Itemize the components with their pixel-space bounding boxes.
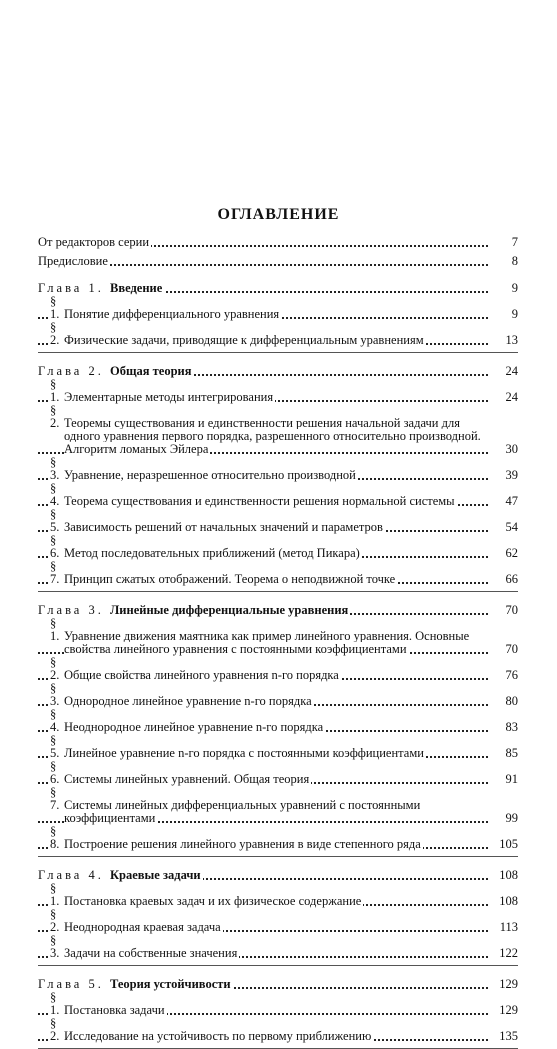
- entry-label: [50, 481, 457, 508]
- toc-front-entry: [38, 236, 518, 249]
- section-title: Зависимость решений от начальных значений и параметров: [64, 520, 383, 534]
- section-title: Элементарные методы интегрирования: [64, 390, 274, 404]
- entry-text: [38, 656, 490, 682]
- entry-text: [38, 282, 490, 295]
- entry-label: [50, 707, 325, 734]
- entry-label: [50, 933, 239, 960]
- chapter-divider: [38, 965, 518, 966]
- page-number: 54: [505, 520, 518, 534]
- section-number: § 1.: [50, 881, 60, 908]
- toc-section-entry: [38, 682, 518, 708]
- entry-text: [38, 560, 490, 586]
- entry-text: [38, 1017, 490, 1043]
- section-number: § 7.: [50, 559, 60, 586]
- section-number: § 3.: [50, 455, 60, 482]
- chapter-name: Теория устойчивости: [109, 977, 231, 991]
- page-number: 9: [511, 281, 518, 295]
- spacer: [38, 268, 518, 274]
- page-number: 39: [505, 468, 518, 482]
- page-number: 99: [505, 811, 518, 825]
- chapter-divider: [38, 352, 518, 353]
- toc-section-entry: [38, 321, 518, 347]
- entry-text: [38, 255, 490, 268]
- toc-section-entry: [38, 404, 518, 456]
- toc-section-entry: [38, 508, 518, 534]
- entry-text: [38, 991, 490, 1017]
- toc-section-entry: [38, 482, 518, 508]
- section-number: § 1.: [50, 377, 60, 404]
- section-number: § 4.: [50, 707, 60, 734]
- entry-label: [50, 294, 281, 321]
- section-title: Уравнение движения маятника как пример линейного уравнения. Основные свойства линейного уравнения с постоянными коэффициентами: [64, 629, 470, 656]
- toc-section-entry: [38, 786, 518, 825]
- entry-label: [50, 533, 362, 560]
- section-number: § 2.: [50, 403, 60, 430]
- page-number: 91: [505, 772, 518, 786]
- page-number: 85: [505, 746, 518, 760]
- page-number: 62: [505, 546, 518, 560]
- page-number: 80: [505, 694, 518, 708]
- entry-text: [38, 734, 490, 760]
- entry-text: [38, 882, 490, 908]
- entry-label: [38, 977, 233, 991]
- section-title: Понятие дифференциального уравнения: [64, 307, 280, 321]
- page-number: 13: [505, 333, 518, 347]
- toc-front-entry: [38, 255, 518, 268]
- chapter-prefix: Глава 1.: [38, 281, 110, 295]
- page-number: 47: [505, 494, 518, 508]
- page-number: 66: [505, 572, 518, 586]
- section-title: Уравнение, неразрешенное относительно производной: [64, 468, 356, 482]
- toc-section-entry: [38, 934, 518, 960]
- entry-text: [38, 908, 490, 934]
- entry-label: [50, 681, 314, 708]
- toc-section-entry: [38, 1017, 518, 1043]
- section-title: Задачи на собственные значения: [64, 946, 238, 960]
- entry-label: [38, 254, 110, 268]
- front-title: Предисловие: [38, 254, 108, 268]
- entry-text: [38, 321, 490, 347]
- entry-text: [38, 604, 490, 617]
- toc-section-entry: [38, 295, 518, 321]
- toc-section-entry: [38, 991, 518, 1017]
- toc-section-entry: [38, 708, 518, 734]
- entry-text: [38, 617, 490, 656]
- entry-label: [50, 881, 363, 908]
- chapter-divider: [38, 591, 518, 592]
- page-number: 24: [505, 364, 518, 378]
- toc-section-entry: [38, 825, 518, 851]
- entry-label: [50, 824, 423, 851]
- section-number: § 3.: [50, 933, 60, 960]
- page-title: ОГЛАВЛЕНИЕ: [217, 206, 340, 223]
- entry-text: [38, 404, 490, 456]
- page-number: 30: [505, 442, 518, 456]
- entry-label: [50, 320, 426, 347]
- section-title: Теоремы существования и единственности решения начальной задачи для одного уравнения первого порядка, разрешенного относительно производной. Алгоритм ломаных Эйлера: [64, 416, 481, 456]
- section-title: Построение решения линейного уравнения в виде степенного ряда: [64, 837, 421, 851]
- entry-label: [50, 655, 341, 682]
- section-number: § 3.: [50, 681, 60, 708]
- section-number: § 2.: [50, 655, 60, 682]
- toc-chapter-entry: [38, 604, 518, 617]
- toc-section-entry: [38, 560, 518, 586]
- section-title: Физические задачи, приводящие к дифференциальным уравнениям: [64, 333, 424, 347]
- toc-chapter-entry: [38, 978, 518, 991]
- page-number: 122: [499, 946, 518, 960]
- toc-chapter-entry: [38, 282, 518, 295]
- page-number: 7: [511, 235, 518, 249]
- toc-section-entry: [38, 760, 518, 786]
- section-title: Общие свойства линейного уравнения n-го порядка: [64, 668, 339, 682]
- section-number: § 6.: [50, 533, 60, 560]
- entry-text: [38, 456, 490, 482]
- chapter-divider: [38, 856, 518, 857]
- entry-text: [38, 708, 490, 734]
- entry-label: [50, 616, 470, 656]
- entry-text: [38, 482, 490, 508]
- chapter-prefix: Глава 5.: [38, 977, 110, 991]
- toc-chapter-entry: [38, 365, 518, 378]
- page-number: 105: [499, 837, 518, 851]
- section-number: § 8.: [50, 824, 60, 851]
- section-title: Постановка краевых задач и их физическое содержание: [64, 894, 362, 908]
- section-number: § 1.: [50, 990, 60, 1017]
- entry-text: [38, 760, 490, 786]
- entry-label: [38, 235, 151, 249]
- section-number: § 5.: [50, 733, 60, 760]
- section-number: § 1.: [50, 616, 60, 643]
- entry-text: [38, 682, 490, 708]
- entry-label: [38, 603, 350, 617]
- toc-chapter-entry: [38, 869, 518, 882]
- toc-section-entry: [38, 534, 518, 560]
- entry-text: [38, 378, 490, 404]
- entry-label: [50, 507, 385, 534]
- entry-text: [38, 508, 490, 534]
- toc-section-entry: [38, 882, 518, 908]
- entry-label: [50, 759, 311, 786]
- entry-text: [38, 934, 490, 960]
- entry-text: [38, 365, 490, 378]
- entry-label: [38, 364, 194, 378]
- page-number: 76: [505, 668, 518, 682]
- table-of-contents: [38, 236, 518, 1049]
- page-number: 108: [499, 894, 518, 908]
- entry-text: [38, 825, 490, 851]
- section-number: § 7.: [50, 785, 60, 812]
- page-number: 129: [499, 1003, 518, 1017]
- section-number: § 2.: [50, 907, 60, 934]
- page-number: 70: [505, 642, 518, 656]
- section-number: § 5.: [50, 507, 60, 534]
- chapter-name: Общая теория: [109, 364, 192, 378]
- page-number: 70: [505, 603, 518, 617]
- entry-label: [38, 281, 164, 295]
- section-title: Системы линейных дифференциальных уравнений с постоянными коэффициентами: [64, 798, 421, 825]
- toc-section-entry: [38, 456, 518, 482]
- page-number: 129: [499, 977, 518, 991]
- page-number: 113: [499, 920, 518, 934]
- toc-section-entry: [38, 734, 518, 760]
- section-title: Неоднородное линейное уравнение n-го порядка: [64, 720, 324, 734]
- entry-label: [50, 1016, 373, 1043]
- section-number: § 1.: [50, 294, 60, 321]
- entry-label: [38, 868, 203, 882]
- section-title: Однородное линейное уравнение n-го порядка: [64, 694, 312, 708]
- toc-section-entry: [38, 378, 518, 404]
- entry-label: [50, 377, 275, 404]
- entry-label: [50, 907, 223, 934]
- entry-label: [50, 455, 358, 482]
- entry-label: [50, 990, 167, 1017]
- entry-text: [38, 295, 490, 321]
- chapter-name: Краевые задачи: [109, 868, 201, 882]
- page-number: 108: [499, 868, 518, 882]
- section-number: § 2.: [50, 1016, 60, 1043]
- page-number: 8: [511, 254, 518, 268]
- toc-section-entry: [38, 617, 518, 656]
- page-number: 135: [499, 1029, 518, 1043]
- section-number: § 4.: [50, 481, 60, 508]
- entry-text: [38, 978, 490, 991]
- front-title: От редакторов серии: [38, 235, 150, 249]
- section-title: Исследование на устойчивость по первому приближению: [64, 1029, 372, 1043]
- chapter-name: Введение: [109, 281, 163, 295]
- entry-text: [38, 534, 490, 560]
- chapter-prefix: Глава 2.: [38, 364, 110, 378]
- section-title: Постановка задачи: [64, 1003, 165, 1017]
- section-title: Линейное уравнение n-го порядка с постоянными коэффициентами: [64, 746, 424, 760]
- entry-text: [38, 786, 490, 825]
- section-title: Принцип сжатых отображений. Теорема о неподвижной точке: [64, 572, 396, 586]
- entry-text: [38, 869, 490, 882]
- section-title: Неоднородная краевая задача: [64, 920, 221, 934]
- chapter-prefix: Глава 4.: [38, 868, 110, 882]
- page-number: 9: [511, 307, 518, 321]
- chapter-prefix: Глава 3.: [38, 603, 110, 617]
- section-number: § 2.: [50, 320, 60, 347]
- entry-label: [50, 733, 426, 760]
- section-title: Системы линейных уравнений. Общая теория: [64, 772, 310, 786]
- entry-label: [50, 559, 397, 586]
- section-number: § 6.: [50, 759, 60, 786]
- page-number: 24: [505, 390, 518, 404]
- toc-section-entry: [38, 908, 518, 934]
- chapter-name: Линейные дифференциальные уравнения: [109, 603, 349, 617]
- section-title: Теорема существования и единственности решения нормальной системы: [64, 494, 455, 508]
- entry-text: [38, 236, 490, 249]
- section-title: Метод последовательных приближений (метод Пикара): [64, 546, 360, 560]
- toc-section-entry: [38, 656, 518, 682]
- page-number: 83: [505, 720, 518, 734]
